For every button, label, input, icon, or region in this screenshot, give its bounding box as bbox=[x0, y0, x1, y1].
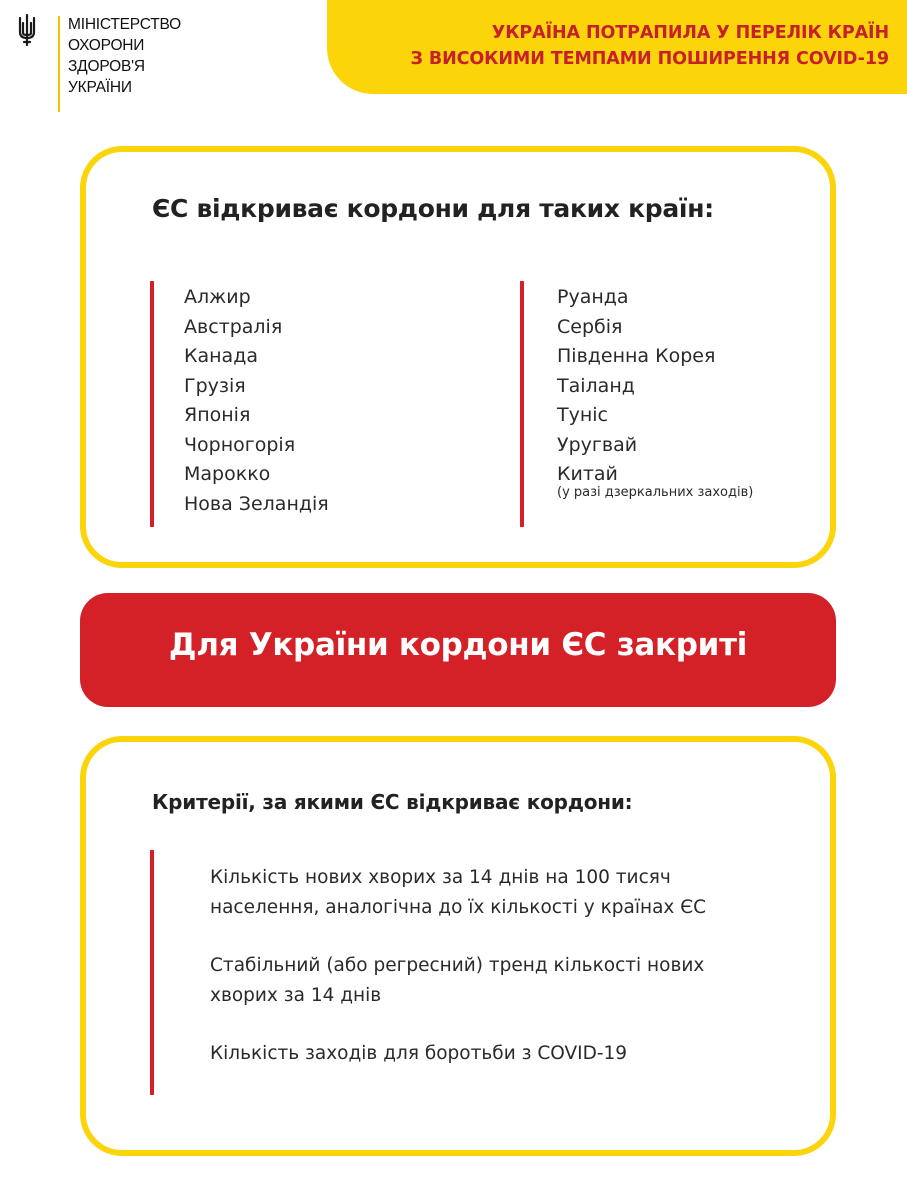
ministry-name-line: УКРАЇНИ bbox=[68, 79, 132, 96]
country-item: Сербія bbox=[557, 315, 623, 338]
criterion-line: населення, аналогічна до їх кількості у країнах ЄС bbox=[210, 897, 707, 918]
country-item: Марокко bbox=[184, 463, 271, 485]
criterion-line: Кількість заходів для боротьби з COVID-19 bbox=[210, 1043, 628, 1064]
country-note: (у разі дзеркальних заходів) bbox=[557, 484, 754, 500]
header bbox=[0, 0, 907, 110]
country-item: Руанда bbox=[557, 286, 629, 308]
criteria-rule bbox=[150, 850, 154, 1095]
right-country-column bbox=[557, 283, 753, 500]
headline-text bbox=[411, 20, 889, 72]
criteria-list bbox=[210, 863, 770, 1097]
criterion-item bbox=[210, 951, 770, 1011]
country-item: Канада bbox=[184, 345, 258, 367]
country-item: Туніс bbox=[557, 404, 608, 426]
country-item: Китай bbox=[557, 463, 618, 485]
ministry-name-line: ОХОРОНИ bbox=[68, 37, 145, 54]
criterion-item bbox=[210, 1039, 770, 1069]
criteria-card bbox=[80, 736, 836, 1156]
criterion-item bbox=[210, 863, 770, 923]
ministry-name-line: МІНІСТЕРСТВО bbox=[68, 16, 181, 33]
criterion-line: хворих за 14 днів bbox=[210, 985, 382, 1006]
ministry-name-line: ЗДОРОВ'Я bbox=[68, 58, 145, 75]
open-countries-title: ЄС відкриває кордони для таких країн: bbox=[152, 194, 714, 223]
headline-banner bbox=[327, 0, 907, 94]
criteria-title: Критерії, за якими ЄС відкриває кордони: bbox=[152, 790, 633, 814]
criterion-line: Кількість нових хворих за 14 днів на 100 тисяч bbox=[210, 867, 671, 888]
eu-closed-text: Для України кордони ЄС закриті bbox=[168, 627, 748, 663]
left-column-rule bbox=[150, 281, 154, 527]
headline-line: З ВИСОКИМИ ТЕМПАМИ ПОШИРЕННЯ COVID-19 bbox=[410, 49, 889, 69]
logo-divider bbox=[58, 16, 60, 112]
country-item: Алжир bbox=[184, 286, 251, 308]
country-item: Нова Зеландія bbox=[184, 492, 329, 515]
right-column-rule bbox=[520, 281, 524, 527]
country-item: Австралія bbox=[184, 315, 283, 338]
country-item: Грузія bbox=[184, 374, 246, 397]
criterion-line: Стабільний (або регресний) тренд кількості нових bbox=[210, 955, 705, 976]
country-item: Японія bbox=[184, 404, 251, 426]
trident-icon bbox=[16, 14, 38, 46]
left-country-column bbox=[184, 283, 329, 519]
open-countries-card bbox=[80, 146, 836, 568]
headline-line: УКРАЇНА ПОТРАПИЛА У ПЕРЕЛІК КРАЇН bbox=[491, 23, 889, 43]
country-item: Таіланд bbox=[557, 374, 635, 397]
ministry-name bbox=[68, 14, 198, 98]
eu-closed-banner bbox=[80, 593, 836, 707]
country-item: Чорногорія bbox=[184, 433, 296, 456]
country-item: Південна Корея bbox=[557, 345, 716, 367]
country-item: Уругвай bbox=[557, 433, 638, 456]
